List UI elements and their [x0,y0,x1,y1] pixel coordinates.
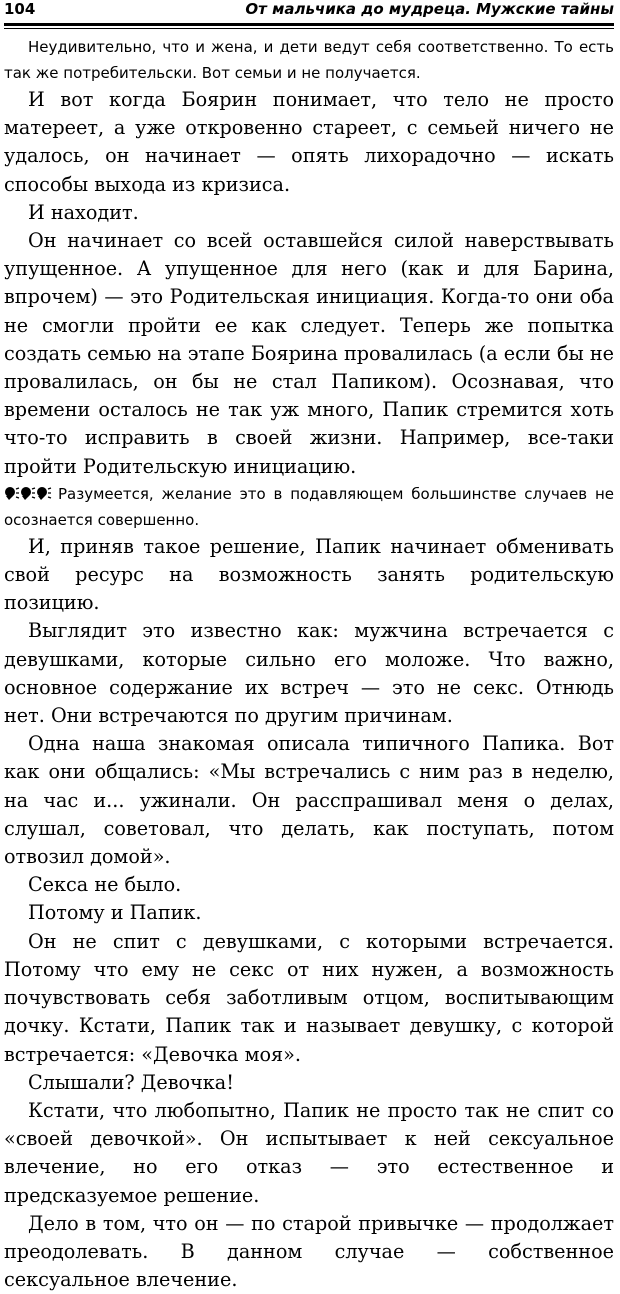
paragraph: Одна наша знакомая описала типичного Папика. Вот как они общались: «Мы встречались с ним раз в неделю, на час и... ужинали. Он расспрашивал меня о делах, слушал, советовал, что делать, как поступать, потом отвозил домой». [4,732,614,869]
page-header [4,0,614,22]
body-text [4,34,614,1294]
side-note-text: Разумеется, желание это в подавляющем большинстве случаев не осознается совершенно. [4,484,614,529]
paragraph: Слышали? Девочка! [28,1070,234,1094]
paragraph: Дело в том, что он — по старой привычке — продолжает преодолевать. В данном случае — собственное сексуальное влечение. [4,1211,614,1292]
talking-heads-icon [4,485,52,501]
page-number: 104 [4,0,36,18]
paragraph: Потому и Папик. [28,901,202,925]
paragraph: И находит. [28,200,139,224]
paragraph-intro-note: Неудивительно, что и жена, и дети ведут себя соответственно. То есть так же потребительски. Вот семьи и не получается. [4,38,614,82]
header-rule-thin [4,28,614,29]
paragraph: Кстати, что любопытно, Папик не просто так не спит со «своей девочкой». Он испытывает к ней сексуальное влечение, но его отказ — это естественное и предсказуемое решение. [4,1098,614,1207]
paragraph: Выглядит это известно как: мужчина встречается с девушками, которые сильно его моложе. Что важно, основное содержание их встреч — это не секс. Отнюдь нет. Они встречаются по другим причинам. [4,619,614,728]
paragraph: Секса не было. [28,873,182,897]
paragraph: Он начинает со всей оставшейся силой наверствывать упущенное. А упущенное для него (как и для Барина, впрочем) — это Родительская инициация. Когда-то они оба не смогли пройти ее как следует. Теперь же попытка создать семью на этапе Боярина провалилась (а если бы не провалилась, он бы не стал Папиком). Осознавая, что времени осталось не так уж много, Папик стремится хоть что-то исправить в своей жизни. Например, все-таки пройти Родительскую инициацию. [4,229,615,478]
paragraph: И вот когда Боярин понимает, что тело не просто матереет, а уже откровенно стареет, с семьей ничего не удалось, он начинает — опять лихорадочно — искать способы выхода из кризиса. [4,88,614,196]
paragraph: И, приняв такое решение, Папик начинает обменивать свой ресурс на возможность занять родительскую позицию. [4,534,614,615]
side-note [4,481,614,533]
paragraph: Он не спит с девушками, с которыми встречается. Потому что ему не секс от них нужен, а возможность почувствовать себя заботливым отцом, воспитывающим дочку. Кстати, Папик так и называет девушку, с которой встречается: «Девочка моя». [4,929,614,1066]
header-rule-thick [4,23,614,26]
running-title: От мальчика до мудреца. Мужские тайны [245,0,614,18]
